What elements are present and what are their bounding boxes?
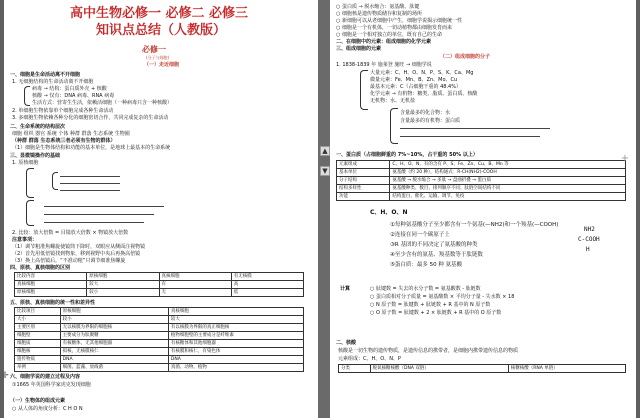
table-cell: 氨基酸 → 脱水缩合 → 多肽 → 盘曲折叠 → 蛋白质 (390, 177, 626, 185)
table-cell: 原核细胞 (15, 289, 87, 297)
section-heading: 二、生命系统的结构层次 (10, 124, 66, 130)
comparison-table-1 (14, 272, 304, 297)
table-header-cell: 比较项目 (15, 308, 61, 316)
table-cell: 高 (231, 281, 303, 289)
table-header-row (15, 308, 304, 316)
table-header-cell: 真核细胞 (159, 273, 231, 281)
document-page-left[interactable] (4, 0, 318, 418)
table-cell: 结构多样性 (337, 185, 390, 193)
text-line: 2. 比较：放大倍数 = 目镜放大倍数 × 物镜放大倍数 (12, 230, 129, 236)
list-item: ③R 基团的不同决定了氨基酸的种类 (390, 242, 478, 248)
classification-bracket (26, 200, 34, 226)
section-heading: 六、细胞学说的建立过程及内容 (10, 374, 81, 380)
table-subheading: C、H、O、N (370, 209, 408, 216)
table-cell: 有核糖体，无其他细胞器 (60, 340, 168, 348)
table-row (337, 193, 626, 201)
scroll-up-icon[interactable]: ▲ (320, 146, 330, 156)
list-item: ①每种氨基酸分子至少都含有一个氨基(—NH2)和一个羧基(—COOH) (390, 222, 559, 228)
table-cell: 有核膜和核仁，有染色体 (168, 348, 303, 356)
classification-bracket (52, 172, 58, 190)
text-line: 核酸 → 仅有：DNA 病毒、RNA 病毒 (32, 93, 115, 99)
text-line: 含量最多的有机物：蛋白质 (400, 118, 461, 124)
nucleic-table (338, 364, 626, 373)
connector-line (60, 190, 120, 191)
text-line: 1. 1838-1839 年 施莱登 施旺 → 细胞学说 (336, 62, 432, 68)
text-line: 3. 多细胞生物依赖各种分化的细胞密切合作，共同完成复杂的生命活动 (12, 115, 169, 121)
text-line: 微量元素：Fe、Mn、B、Zn、Mo、Cu (370, 77, 458, 83)
list-item: ②连接在同一个碳原子上 (390, 232, 450, 238)
classification-bracket (360, 70, 368, 110)
table-row (337, 169, 626, 177)
text-line: ○ 肽键数 = 失去的水分子数 = 氨基酸数 - 肽链数 (370, 286, 481, 292)
text-line: （种群 群落 生态系统三者必须有生物的群体） (12, 138, 116, 144)
table-cell: 较大 (168, 316, 303, 324)
volume-subtitle: 必修一 (142, 45, 166, 54)
text-line: 生活方式：营寄生生活，依赖活细胞（一种病毒只含一种核酸） (32, 100, 173, 106)
section-heading: 四、原核、真核细胞的区别 (10, 265, 71, 271)
text-line: 1. 原核细胞 (12, 160, 39, 166)
table-cell: 真菌、动物、植物 (168, 364, 303, 372)
text-line: ○ 蛋白质相对分子质量 = 氨基酸数 × 平均分子量 - 失水数 × 18 (370, 294, 515, 300)
connector-line (60, 176, 120, 177)
text-line: ○ 细胞是一个有机体，一切动植物都由细胞发育而来 (336, 25, 452, 31)
text-line: 元素组成：C、H、O、N、P (338, 356, 401, 362)
table-cell: 较大 (87, 281, 159, 289)
section-heading: 二、在细胞中的元素：组成细胞的化学元素 (336, 39, 432, 45)
table-cell: 元素组成 (337, 161, 390, 169)
classification-bracket (390, 108, 398, 144)
table-cell: 有以核膜为界限的真正细胞核 (168, 324, 303, 332)
chapter-heading: （二）组成细胞的分子 (440, 54, 491, 60)
text-line: ○ 蛋白质 → 脱水缩合：氨基酸、肽键 (336, 4, 420, 10)
table-cell: 无以核膜为界限的细胞核 (60, 324, 168, 332)
table-cell: 较小 (87, 289, 159, 297)
section-heading: 五、原核、真核细胞的统一性和差异性 (10, 300, 96, 306)
table-cell: 遗传物质 (15, 356, 61, 364)
text-line: ○ 细胞是一个相对独立的单位，既有自己的生命 (336, 32, 442, 38)
table-cell: 核糖核酸（RNA 单链） (508, 365, 625, 373)
table-cell: 结构蛋白、催化、运输、调节、免疫 (390, 193, 626, 201)
connector-line (44, 214, 154, 215)
connector-line (44, 206, 164, 207)
table-cell: 大小 (15, 316, 61, 324)
list-item: ⑤蛋白质：最多 50 种 氨基酸 (390, 262, 463, 268)
text-line: ○ O 原子数 = 肽键数 + 2 × 肽链数 + R 基中的 O 原子数 (370, 310, 502, 316)
table-row (15, 356, 304, 364)
text-line: 注意事项： (12, 237, 38, 243)
table-row (337, 161, 626, 169)
table-cell: 举例 (15, 364, 61, 372)
page-gutter (318, 0, 330, 418)
connector-line (44, 222, 144, 223)
text-line: （2）首先用低倍镜找到物象，移到视野中央后再换高倍镜 (12, 251, 141, 257)
connector-line (400, 128, 550, 129)
table-row (15, 316, 304, 324)
section-heading: 二、核酸 (336, 340, 357, 346)
table-cell: 氨基酸种类、数目、排列顺序不同；肽链空间结构不同 (390, 185, 626, 193)
text-line: （1）细胞是生物体结构和功能的基本单位，是地球上最基本的生命系统 (12, 145, 171, 151)
table-cell: 基本单位 (337, 169, 390, 177)
document-title-line1: 高中生物必修一 必修二 必修三 (70, 6, 249, 21)
table-row (337, 185, 626, 193)
text-line: 含量最多的化合物：水 (400, 110, 451, 116)
table-cell: 脱氧核糖核酸（DNA 双链） (370, 365, 508, 373)
table-cell: 主要区别 (15, 324, 61, 332)
table-cell: 功能 (337, 193, 390, 201)
table-cell: 有核糖体和其他细胞器 (168, 340, 303, 348)
brace-bracket (24, 86, 30, 106)
table-header-cell: 原核细胞 (60, 308, 168, 316)
table-cell: 较小 (60, 316, 168, 324)
table-row (339, 365, 626, 373)
formula-c-cooh: C-COOH (578, 236, 600, 243)
text-line: （3）换上高倍镜后，“不准动粗”只调节细准焦螺旋 (12, 258, 126, 264)
document-title-line2: 知识点总结（人教版） (96, 23, 227, 38)
table-cell: 分类 (339, 365, 371, 373)
cursor-icon: ✛ (1, 371, 9, 381)
formula-h: H (586, 246, 590, 253)
section-heading: 三、组成细胞的元素 (336, 46, 382, 52)
table-cell: 拟核，无核膜核仁 (60, 348, 168, 356)
section-heading: 三、显微镜操作的基础 (10, 153, 61, 159)
table-cell: 主要成分为肽聚糖 (60, 332, 168, 340)
text-line: 1. 无细胞结构的生命活动离不开细胞 (12, 79, 94, 85)
table-header-cell: 比较内容 (15, 273, 87, 281)
document-page-right[interactable] (330, 0, 636, 418)
table-cell: 分子结构 (337, 177, 390, 185)
volume-note: (分子与细胞) (146, 55, 170, 60)
text-line: 化学元素 → 有机物：糖类、脂质、蛋白质、核酸 (370, 91, 478, 97)
protein-table (336, 160, 626, 201)
table-cell: C、H、O、N，有的含有 P、S、Fe、Zn、Cu、B、Mn 等 (390, 161, 626, 169)
list-item: ④至少含有的氨基、羧基数等于肽链数 (390, 252, 483, 258)
table-header-row (15, 273, 304, 281)
text-line: ○ 新细胞可以从老细胞中产生，细胞学说揭示细胞统一性 (336, 18, 462, 24)
table-cell: 无 (159, 289, 231, 297)
text-line: 最基本元素：C（占细胞干重的 48.4%） (370, 84, 461, 90)
table-row (15, 332, 304, 340)
text-line: 病毒 → 结构：蛋白质外壳 + 核酸 (32, 86, 107, 92)
section-heading: （一）生物体的组成元素 (10, 398, 66, 404)
text-line: ○ N 原子数 = 肽键数 + 肽链数 + R 基中的 N 原子数 (370, 302, 491, 308)
table-row (15, 324, 304, 332)
table-cell: 细胞核 (15, 348, 61, 356)
table-row (337, 177, 626, 185)
table-row (15, 340, 304, 348)
scroll-down-icon[interactable]: ▼ (320, 166, 330, 176)
text-line: 大量元素：C、H、O、N、P、S、K、Ca、Mg (370, 70, 474, 76)
classification-bracket (26, 168, 34, 198)
table-cell: 有 (159, 281, 231, 289)
table-row (15, 348, 304, 356)
text-line: 无机物：水、无机盐 (370, 98, 416, 104)
text-line: ①1665 年英国科学家虎克发现细胞 (12, 382, 91, 388)
table-row (15, 364, 304, 372)
chapter-heading: （一）走近细胞 (144, 62, 180, 68)
table-cell: 细胞壁 (15, 332, 61, 340)
text-line: 核酸是一切生物的遗传物质，是遗传信息的携带者，是细胞内携带遗传信息的物质 (338, 348, 519, 354)
table-cell: 氨基酸（约 20 种），结构通式：R-CH(NH2)-COOH (390, 169, 626, 177)
add-icon[interactable]: + (620, 153, 630, 164)
text-line: ○ 细胞核是遗传物质储存和复制的场所 (336, 11, 422, 17)
table-header-cell: 原核细胞 (87, 273, 159, 281)
section-heading: 一、蛋白质（占细胞鲜重的 7%~10%，占干重的 50% 以上） (336, 152, 478, 158)
table-row (15, 281, 304, 289)
text-line: 2. 单细胞生物依靠单个细胞完成各种生命活动 (12, 108, 114, 114)
table-cell: DNA (60, 356, 168, 364)
text-line: （1）调节粗准焦螺旋使镜筒下降时，双眼应从侧面注视物镜 (12, 244, 146, 250)
section-heading: 一、细胞是生命活动离不开细胞 (10, 72, 81, 78)
table-cell: DNA (168, 356, 303, 364)
table-cell: 低 (231, 289, 303, 297)
connector-line (60, 183, 120, 184)
text-line: ○ 从人体的角度分析：C H O N (12, 406, 83, 412)
table-header-cell: 真核细胞 (168, 308, 303, 316)
comparison-table-2 (14, 307, 304, 372)
table-row (15, 289, 304, 297)
text-line: 细胞 组织 器官 系统 个体 种群 群落 生态系统 生物圈 (12, 131, 130, 137)
table-cell: 植物细胞壁的主要成分是纤维素 (168, 332, 303, 340)
connector-line (400, 136, 540, 137)
table-cell: 真核细胞 (15, 281, 87, 289)
table-cell: 细菌、蓝藻、放线菌 (60, 364, 168, 372)
formula-nh2: NH2 (584, 226, 595, 233)
table-header-cell: 有无核膜 (231, 273, 303, 281)
section-heading: 计算 (340, 286, 351, 292)
table-cell: 细胞质 (15, 340, 61, 348)
